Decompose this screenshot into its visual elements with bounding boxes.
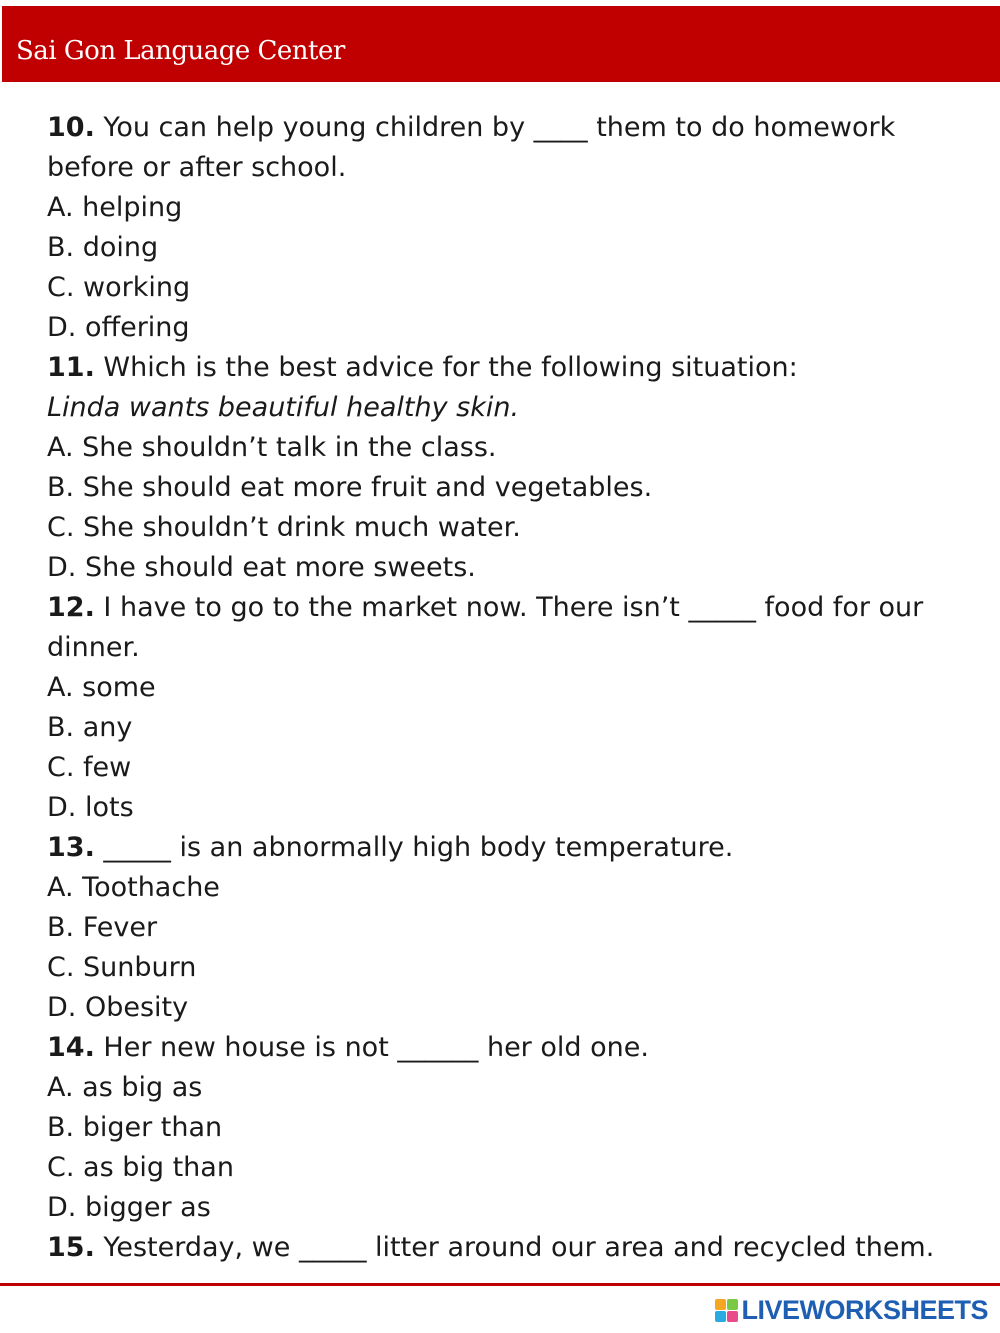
line-text: D. offering (47, 312, 190, 343)
line-text: D. Obesity (47, 992, 189, 1023)
text-line (47, 1068, 977, 1108)
text-line (47, 708, 977, 748)
line-text: D. bigger as (47, 1192, 211, 1223)
header-title: Sai Gon Language Center (16, 36, 345, 66)
line-text: D. lots (47, 792, 134, 823)
logo-square (727, 1299, 738, 1310)
line-text: A. helping (47, 192, 183, 223)
logo-square (727, 1311, 738, 1322)
question-line (47, 108, 977, 148)
text-line (47, 468, 977, 508)
line-text: B. any (47, 712, 133, 743)
line-text: A. as big as (47, 1072, 203, 1103)
line-text: D. She should eat more sweets. (47, 552, 476, 583)
text-line (47, 188, 977, 228)
logo-square (715, 1299, 726, 1310)
question-line (47, 348, 977, 388)
question-line (47, 1028, 977, 1068)
line-text: B. Fever (47, 912, 158, 943)
line-text: B. She should eat more fruit and vegetables. (47, 472, 653, 503)
question-line (47, 588, 977, 628)
line-text: A. She shouldn’t talk in the class. (47, 432, 497, 463)
question-number: 12. (47, 592, 95, 623)
logo-square (715, 1311, 726, 1322)
question-number: 14. (47, 1032, 95, 1063)
text-line (47, 148, 977, 188)
header-bar (2, 6, 1000, 82)
line-text: C. Sunburn (47, 952, 197, 983)
text-line (47, 548, 977, 588)
text-line (47, 988, 977, 1028)
line-text: A. Toothache (47, 872, 220, 903)
line-text: dinner. (47, 632, 140, 663)
liveworksheets-logo-icon (715, 1299, 738, 1322)
line-text: C. She shouldn’t drink much water. (47, 512, 521, 543)
text-line (47, 388, 977, 428)
line-text: B. doing (47, 232, 159, 263)
line-text: I have to go to the market now. There isn’t _____ food for our (94, 592, 924, 623)
text-line (47, 628, 977, 668)
text-line (47, 308, 977, 348)
line-text: Yesterday, we _____ litter around our area and recycled them. (94, 1232, 935, 1263)
text-line (47, 1148, 977, 1188)
line-text: Her new house is not ______ her old one. (94, 1032, 649, 1063)
text-line (47, 788, 977, 828)
text-line (47, 868, 977, 908)
line-text: C. as big than (47, 1152, 234, 1183)
question-number: 10. (47, 112, 95, 143)
text-line (47, 948, 977, 988)
liveworksheets-brand[interactable] (715, 1292, 988, 1328)
line-text: _____ is an abnormally high body temperature. (94, 832, 734, 863)
situation-text: Linda wants beautiful healthy skin. (47, 392, 520, 423)
brand-text: LIVEWORKSHEETS (741, 1294, 988, 1325)
text-line (47, 428, 977, 468)
text-line (47, 748, 977, 788)
line-text: before or after school. (47, 152, 347, 183)
text-line (47, 228, 977, 268)
question-line (47, 1228, 977, 1268)
text-line (47, 1108, 977, 1148)
text-line (47, 1188, 977, 1228)
text-line (47, 668, 977, 708)
worksheet-content (47, 108, 977, 1268)
footer-divider (0, 1283, 1000, 1286)
question-line (47, 828, 977, 868)
text-line (47, 508, 977, 548)
question-number: 11. (47, 352, 95, 383)
question-number: 13. (47, 832, 95, 863)
line-text: C. few (47, 752, 132, 783)
line-text: A. some (47, 672, 156, 703)
line-text: C. working (47, 272, 191, 303)
text-line (47, 268, 977, 308)
line-text: You can help young children by ____ them to do homework (94, 112, 896, 143)
question-number: 15. (47, 1232, 95, 1263)
text-line (47, 908, 977, 948)
line-text: B. biger than (47, 1112, 223, 1143)
line-text: Which is the best advice for the following situation: (94, 352, 798, 383)
